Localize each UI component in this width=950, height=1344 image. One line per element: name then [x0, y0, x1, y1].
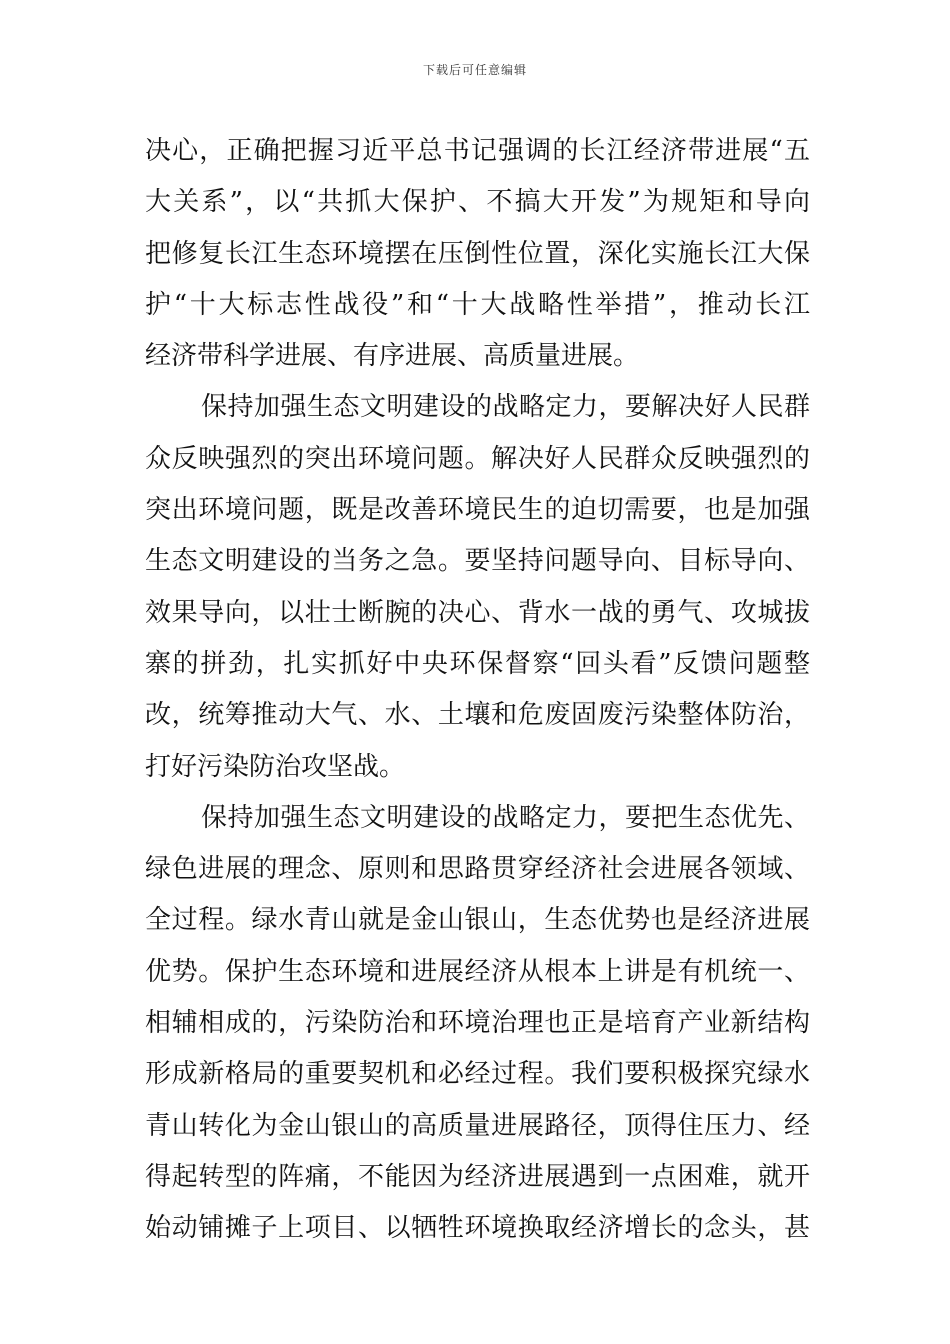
body-text-line: 大关系”，以“共抓大保护、不搞大开发”为规矩和导向: [145, 187, 810, 218]
body-text-line: 形成新格局的重要契机和必经过程。我们要积极探究绿水: [145, 1059, 810, 1090]
body-text-line: 打好污染防治攻坚战。: [145, 751, 406, 782]
body-text-line: 改，统筹推动大气、水、土壤和危废固废污染整体防治，: [145, 700, 810, 731]
document-body: [145, 126, 810, 1255]
body-text-line: 保持加强生态文明建设的战略定力，要把生态优先、: [201, 802, 810, 833]
body-text-line: 把修复长江生态环境摆在压倒性位置，深化实施长江大保: [145, 238, 810, 269]
body-text-line: 决心，正确把握习近平总书记强调的长江经济带进展“五: [145, 136, 810, 166]
body-text-line: 得起转型的阵痛，不能因为经济进展遇到一点困难，就开: [145, 1161, 810, 1192]
body-text-line: 寨的拼劲，扎实抓好中央环保督察“回头看”反馈问题整: [145, 648, 810, 679]
body-text-line: 保持加强生态文明建设的战略定力，要解决好人民群: [201, 392, 810, 423]
body-text-line: 绿色进展的理念、原则和思路贯穿经济社会进展各领域、: [145, 854, 810, 885]
body-text-line: 突出环境问题，既是改善环境民生的迫切需要，也是加强: [145, 495, 810, 526]
body-text-line: 青山转化为金山银山的高质量进展路径，顶得住压力、经: [145, 1110, 810, 1141]
body-text-line: 始动铺摊子上项目、以牺牲环境换取经济增长的念头，甚: [145, 1213, 810, 1244]
page-header: 下载后可任意编辑: [422, 63, 527, 77]
body-text-line: 生态文明建设的当务之急。要坚持问题导向、目标导向、: [145, 546, 810, 577]
body-text-line: 效果导向，以壮士断腕的决心、背水一战的勇气、攻城拔: [145, 597, 810, 628]
body-text-line: 经济带科学进展、有序进展、高质量进展。: [145, 341, 640, 372]
body-text-line: 优势。保护生态环境和进展经济从根本上讲是有机统一、: [145, 956, 810, 987]
body-text-line: 护“十大标志性战役”和“十大战略性举措”，推动长江: [145, 289, 810, 320]
body-text-line: 众反映强烈的突出环境问题。解决好人民群众反映强烈的: [145, 443, 810, 474]
body-text-line: 相辅相成的，污染防治和环境治理也正是培育产业新结构: [145, 1008, 810, 1039]
body-text-line: 全过程。绿水青山就是金山银山，生态优势也是经济进展: [145, 905, 810, 936]
